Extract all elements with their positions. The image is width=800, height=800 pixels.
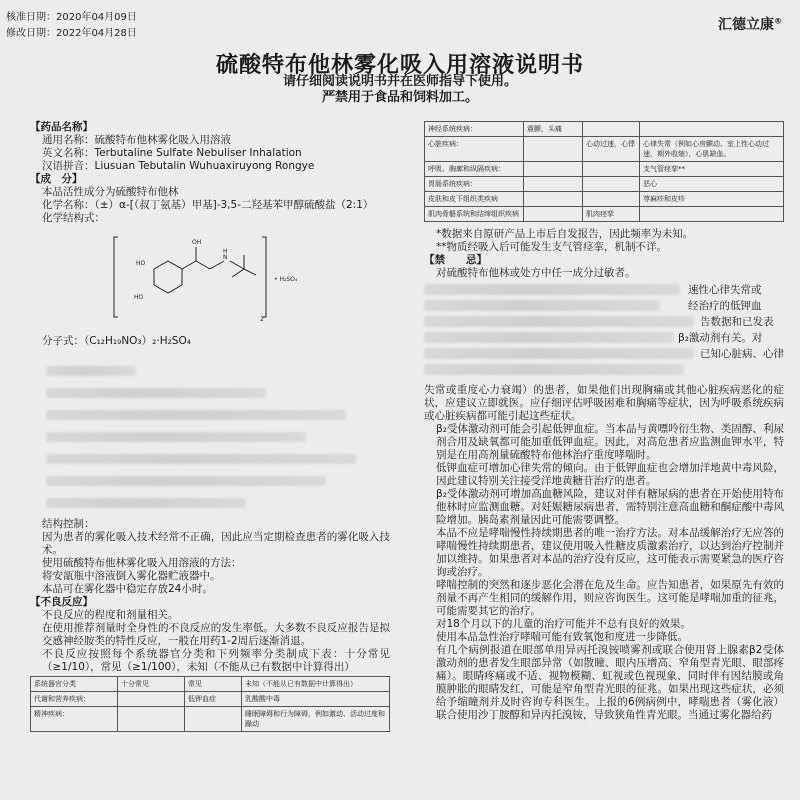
table-cell	[524, 137, 583, 162]
modify-label: 修改日期：	[6, 28, 56, 39]
table-row	[425, 122, 784, 137]
table-cell	[118, 692, 185, 707]
adverse-table-left	[30, 676, 390, 732]
footnote-1: *数据来自原研产品上市后自发报告，因此频率为未知。	[436, 228, 694, 240]
document-title: 硫酸特布他林雾化吸入用溶液说明书	[215, 53, 584, 78]
table-cell	[524, 177, 583, 192]
adverse-heading: 【不良反应】	[30, 596, 93, 608]
table-cell	[524, 162, 583, 177]
approve-label: 核准日期：	[6, 12, 56, 23]
warning-paragraph-9: 有几个病例报道在眼部单用异丙托溴铵喷雾剂或联合使用肾上腺素β2受体激动剂的患者发生眼部异常（如散瞳、眼内压增高、窄角型青光眼、眼部疼痛）。眼睛疼痛或不适、视物模糊、虹视或色视现象、同时伴有因结膜或角膜肿胀的眼睛发红，可能是窄角型青光眼的征兆。如果出现这些症状，必须给予缩瞳剂并及时咨询专科医生。上报的6例病例中，哮喘患者（雾化液）联合使用沙丁胺醇和异丙托溴铵，导致狭角性青光眼。当通过雾化器给药	[436, 644, 784, 721]
stability-text: 本品可在雾化器中稳定存放24小时。	[42, 583, 213, 595]
subtitle-advice: 请仔细阅读说明书并在医师指导下使用。	[282, 74, 517, 89]
sulfate-label: • H₂SO₄	[274, 276, 298, 283]
visible-fragment-4: β₂激动剂有关。对	[678, 332, 763, 344]
contraindication-text: 对硫酸特布他林或处方中任一成分过敏者。	[436, 267, 636, 279]
adverse-table-right	[424, 121, 784, 222]
composition-heading: 【成 分】	[30, 173, 83, 185]
footnote-2: **物质经吸入后可能发生支气管痉挛，机制不详。	[436, 241, 667, 253]
warning-paragraph-8: 使用本品急性治疗哮喘可能有致氧饱和度进一步降低。	[436, 631, 688, 643]
table-cell: 乳酸酸中毒	[242, 692, 390, 707]
approve-date: 2020年04月09日	[56, 12, 137, 23]
table-cell: 皮肤和皮下组织类疾病	[425, 192, 524, 207]
right-column	[424, 121, 784, 722]
table-cell	[524, 192, 583, 207]
ho-bottom-label: HO	[134, 294, 144, 301]
table-cell	[640, 207, 784, 222]
subscript-two: 2	[260, 316, 264, 323]
left-column	[30, 121, 390, 732]
contraindication-heading: 【禁 忌】	[424, 254, 487, 266]
table-header-row	[31, 677, 390, 692]
table-cell: 低钾血症	[185, 692, 242, 707]
chemical-name: 化学名称：（±）α-[（叔丁氨基）甲基]-3,5-二羟基苯甲醇硫酸盐（2:1）	[42, 199, 374, 211]
table-cell: 支气管痉挛**	[640, 162, 784, 177]
table-cell	[583, 122, 640, 137]
brand-logo	[718, 14, 782, 34]
molecular-formula: 分子式：（C₁₂H₁₉NO₃）₂·H₂SO₄	[42, 335, 191, 347]
active-ingredient: 本品活性成分为硫酸特布他林	[42, 186, 179, 198]
blurred-region-left	[30, 348, 390, 518]
table-cell: 荨麻疹和皮疹	[640, 192, 784, 207]
modify-date: 2022年04月28日	[56, 28, 137, 39]
nh-label: N	[223, 254, 228, 261]
h-label: H	[223, 248, 228, 255]
visible-fragment-3: 告数据和已发表	[700, 316, 774, 328]
table-row	[31, 692, 390, 707]
table-cell: 常见	[185, 677, 242, 692]
table-cell: 神经系统疾病：	[425, 122, 524, 137]
usage-method-text: 使用硫酸特布他林雾化吸入用溶液的方法：	[42, 557, 242, 569]
english-name: 英文名称：Terbutaline Sulfate Nebuliser Inhalation	[42, 147, 302, 159]
table-row	[31, 707, 390, 732]
registered-mark: ®	[774, 16, 782, 26]
table-cell: 心律失常（例如心房颤动、室上性心动过速、期外收缩），心肌缺血。	[640, 137, 784, 162]
table-row	[425, 177, 784, 192]
table-cell: 震颤，头痛	[524, 122, 583, 137]
warning-paragraph-7: 对18个月以下的儿童的治疗可能并不总有良好的效果。	[436, 618, 691, 630]
pour-solution-text: 将安瓿瓶中溶液倒入雾化器贮液器中。	[42, 570, 221, 582]
adverse-dose-text: 不良反应的程度和剂量相关。	[42, 609, 179, 621]
warning-paragraph-2: β₂受体激动剂可能会引起低钾血症。当本品与黄嘌呤衍生物、类固醇、利尿剂合用及缺氧都可能加重低钾血症。因此，对高危患者应监测血钾水平，特别是在用高剂量硫酸特布他林治疗重度哮喘时。	[436, 423, 784, 461]
visible-fragment-2: 经治疗的低钾血	[688, 300, 762, 312]
adverse-incidence-text: 在使用推荐剂量时全身性的不良反应的发生率低。大多数不良反应报告是拟交感神经胺类的特性反应，一般在用药1-2周后逐渐消退。	[42, 622, 390, 647]
drug-name-heading: 【药品名称】	[30, 121, 93, 133]
oh-label: OH	[192, 239, 202, 246]
pinyin-name: 汉语拼音：Liusuan Tebutalin Wuhuaxiruyong Rongye	[42, 160, 315, 172]
adverse-frequency-text: 不良反应按照每个系统器官分类和下列频率分类制成下表：十分常见（≥1/10），常见（≥1/100），未知（不能从已有数据中计算得出）	[42, 648, 390, 673]
dates-block	[6, 10, 137, 42]
table-cell: 胃肠系统疾病：	[425, 177, 524, 192]
warning-paragraph-6: 哮喘控制的突然和逐步恶化会潜在危及生命。应告知患者，如果原先有效的剂量不再产生相同的缓解作用，则应咨询医生。这可能是哮喘加重的征兆，可能需要其它的治疗。	[436, 579, 784, 617]
table-cell: 代谢和营养疾病：	[31, 692, 118, 707]
modify-date-row	[6, 26, 137, 42]
table-cell: 睡眠障碍和行为障碍，例如激动、活动过度和躁动	[242, 707, 390, 732]
table-cell: 十分常见	[118, 677, 185, 692]
table-row	[425, 207, 784, 222]
chemical-structure	[110, 229, 310, 325]
table-row	[425, 162, 784, 177]
generic-name: 通用名称：硫酸特布他林雾化吸入用溶液	[42, 134, 231, 146]
visible-fragment-5: 已知心脏病、心律	[700, 348, 784, 360]
subtitle-warning: 严禁用于食品和饲料加工。	[321, 90, 478, 105]
brand-name: 汇德立康	[718, 17, 774, 33]
table-cell	[118, 707, 185, 732]
table-cell: 恶心	[640, 177, 784, 192]
table-cell	[583, 177, 640, 192]
blurred-region-right	[424, 280, 784, 384]
table-cell: 未知（不能从已有数据中计算得出）	[242, 677, 390, 692]
approve-date-row	[6, 10, 137, 26]
table-cell: 肌肉骨骼系统和结缔组织疾病	[425, 207, 524, 222]
table-cell: 系统器官分类	[31, 677, 118, 692]
structure-label: 化学结构式：	[42, 212, 105, 224]
inhalation-check-text: 因为患者的雾化吸入技术经常不正确，因此应当定期检查患者的雾化吸入技术。	[42, 531, 390, 556]
warning-paragraph-1: 失常或重度心力衰竭）的患者，如果他们出现胸痛或其他心脏疾病恶化的症状，应建议立即就医。应仔细评估呼吸困难和胸痛等症状，因为呼吸系统疾病或心脏疾病都可能引起这些症状。	[424, 384, 784, 422]
table-cell: 心脏疾病：	[425, 137, 524, 162]
warning-paragraph-3: 低钾血症可增加心律失常的倾向。由于低钾血症也会增加洋地黄中毒风险，因此建议特别关注接受洋地黄糖苷治疗的患者。	[436, 462, 784, 487]
table-row	[425, 137, 784, 162]
warning-paragraph-4: β₂受体激动剂可增加高血糖风险，建议对伴有糖尿病的患者在开始使用特布他林时应监测血糖。对妊娠糖尿病患者，需特别注意高血糖和酮症酸中毒风险增加。胰岛素剂量因此可能需要调整。	[436, 488, 784, 526]
table-cell	[583, 192, 640, 207]
storage-control: 结构控制：	[42, 518, 95, 530]
warning-paragraph-5: 本品不应是哮喘慢性持续期患者的唯一治疗方法。对本品缓解治疗无应答的哮喘慢性持续期患者，建议使用吸入性糖皮质激素治疗，以达到治疗控制并加以维持。如果患者对本品的治疗没有反应，这可能表示需要紧急的医疗咨询或治疗。	[436, 527, 784, 578]
table-cell	[524, 207, 583, 222]
table-cell: 心动过速，心悸	[583, 137, 640, 162]
table-cell: 肌肉痉挛	[583, 207, 640, 222]
table-cell: 精神疾病：	[31, 707, 118, 732]
table-cell	[583, 162, 640, 177]
table-row	[425, 192, 784, 207]
table-cell	[185, 707, 242, 732]
benzene-ring	[154, 261, 182, 293]
table-cell	[640, 122, 784, 137]
ho-top-label: HO	[136, 260, 146, 267]
visible-fragment-1: 速性心律失常或	[688, 284, 762, 296]
bracket-right	[262, 237, 266, 317]
table-cell: 呼吸、胸廓和纵隔疾病：	[425, 162, 524, 177]
bracket-left	[114, 237, 118, 317]
